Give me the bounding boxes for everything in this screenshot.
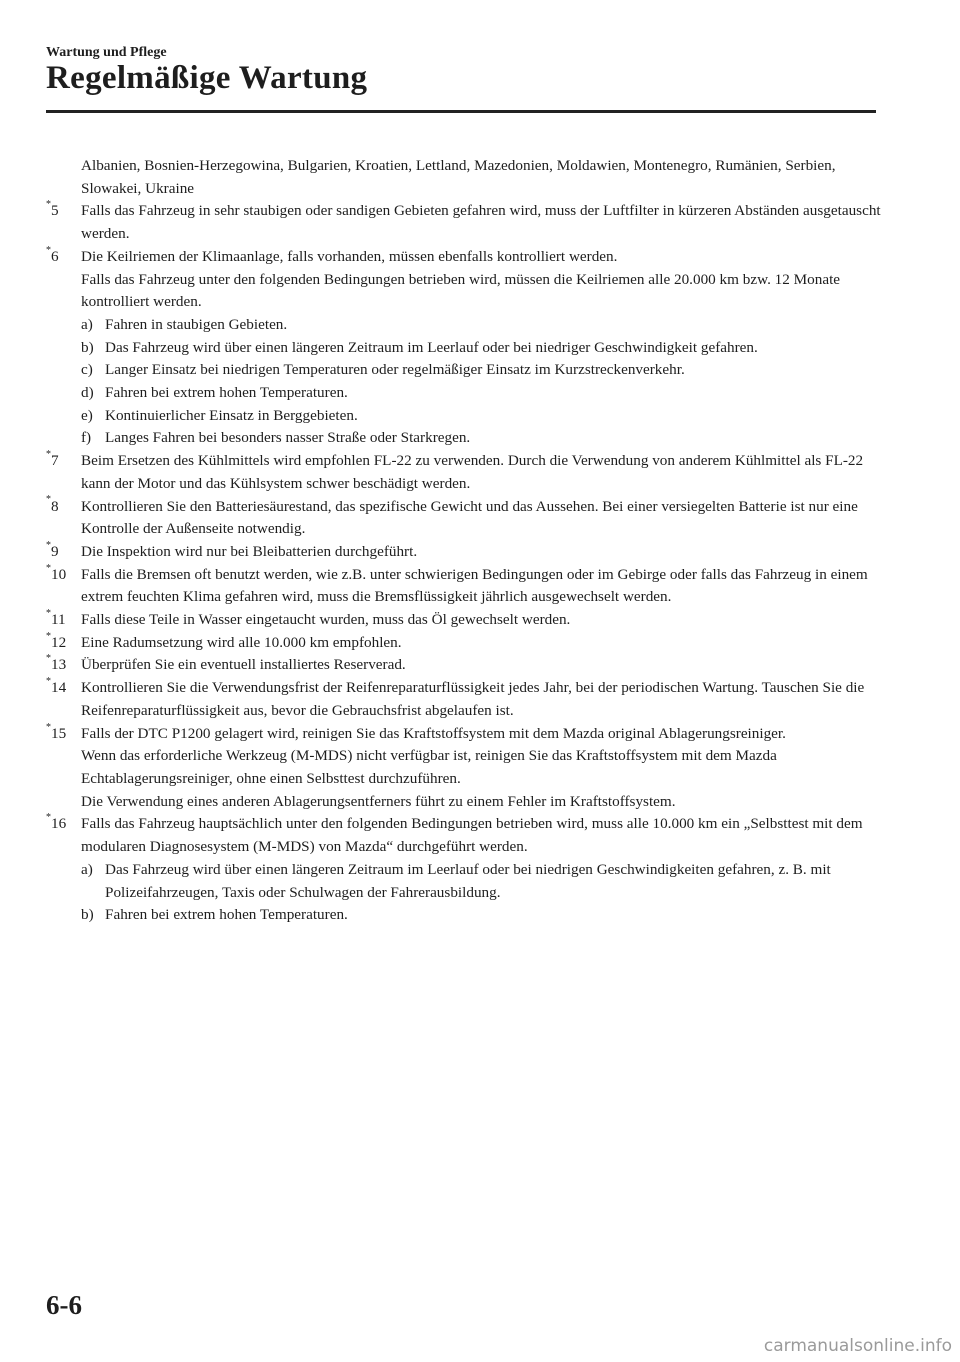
footnote-label	[46, 200, 81, 223]
footnote-number: 7	[51, 452, 59, 470]
footnote-12	[46, 632, 886, 655]
footnote-asterisk: *	[46, 539, 51, 551]
list-item-label: b)	[81, 338, 94, 356]
footnote-number: 6	[51, 247, 59, 265]
footnote-asterisk: *	[46, 653, 51, 665]
list-item-label: f)	[81, 429, 92, 447]
footnote-11	[46, 609, 886, 632]
footnote-number: 5	[51, 202, 59, 220]
footnote-13	[46, 654, 886, 677]
list-item-text: Fahren bei extrem hohen Temperaturen.	[105, 906, 348, 924]
footnote-number: 14	[51, 679, 67, 697]
footnote-asterisk: *	[46, 199, 51, 211]
footnote-label	[46, 564, 81, 587]
footnote-text: Die Verwendung eines anderen Ablagerungsentferners führt zu einem Fehler im Kraftstoffsystem.	[81, 792, 676, 810]
footnote-number: 13	[51, 656, 67, 674]
list-item-text: Langer Einsatz bei niedrigen Temperaturen oder regelmäßiger Einsatz im Kurzstreckenverkehr.	[105, 361, 685, 379]
list-item-text: Das Fahrzeug wird über einen längeren Zeitraum im Leerlauf oder bei niedrigen Geschwindigkeiten gefahren, z. B. mit Polizeifahrzeugen, Taxis oder Schulwagen der Fahrerausbildung.	[105, 860, 831, 901]
footnote-asterisk: *	[46, 244, 51, 256]
footnote-asterisk: *	[46, 608, 51, 619]
footnote-text: Kontrollieren Sie den Batteriesäurestand, das spezifische Gewicht und das Aussehen. Bei einer versiegelten Batterie ist nur eine Kontrolle der Außenseite notwendig.	[81, 497, 858, 538]
footnote-text: Überprüfen Sie ein eventuell installiertes Reserverad.	[81, 656, 406, 674]
list-item-text: Langes Fahren bei besonders nasser Straße oder Starkregen.	[105, 429, 471, 447]
footnote-text: Die Keilriemen der Klimaanlage, falls vorhanden, müssen ebenfalls kontrolliert werden.	[81, 247, 618, 265]
footnote-16	[46, 813, 886, 927]
list-item-label: c)	[81, 361, 93, 379]
list-item-label: d)	[81, 384, 94, 402]
footnote-label	[46, 723, 81, 746]
list-item	[46, 904, 886, 927]
list-item	[46, 359, 886, 382]
list-item	[46, 405, 886, 428]
footnote-label	[46, 246, 81, 269]
list-item	[46, 427, 886, 450]
list-item	[46, 859, 886, 904]
list-item-text: Fahren bei extrem hohen Temperaturen.	[105, 384, 348, 402]
footnote-5	[46, 200, 886, 245]
footnote-asterisk: *	[46, 449, 51, 461]
footnote-label	[46, 541, 81, 564]
footnote-label	[46, 654, 81, 677]
footnote-text: Falls die Bremsen oft benutzt werden, wie z.B. unter schwierigen Bedingungen oder im Gebirge oder falls das Fahrzeug in einem extrem feuchten Klima gefahren wird, muss die Bremsflüssigkeit jährlich ausgewechselt werden.	[81, 565, 868, 606]
footnote-label	[46, 496, 81, 519]
list-item-label: e)	[81, 406, 93, 424]
footnote-label	[46, 450, 81, 473]
title-rule	[46, 110, 876, 113]
list-item	[46, 314, 886, 337]
list-item-label: a)	[81, 315, 93, 333]
footnote-text: Die Inspektion wird nur bei Bleibatterien durchgeführt.	[81, 542, 418, 560]
footnote-asterisk: *	[46, 721, 51, 733]
footnote-text: Beim Ersetzen des Kühlmittels wird empfohlen FL-22 zu verwenden. Durch die Verwendung von anderem Kühlmittel als FL-22 kann der Motor und das Kühlsystem schwer beschädigt werden.	[81, 452, 864, 492]
list-item	[46, 382, 886, 405]
footnote-number: 11	[51, 611, 66, 629]
footnote-8	[46, 496, 886, 541]
page-title: Regelmäßige Wartung	[46, 60, 368, 96]
footnote-6	[46, 246, 886, 450]
footnote-asterisk: *	[46, 630, 51, 642]
footnote-list	[46, 200, 886, 927]
footnote-asterisk: *	[46, 494, 51, 506]
footnote-10	[46, 564, 886, 609]
footnote-label	[46, 813, 81, 836]
footnote-asterisk: *	[46, 812, 51, 824]
footnote-number: 15	[51, 724, 67, 742]
footnote-asterisk: *	[46, 676, 51, 688]
list-item-text: Kontinuierlicher Einsatz in Berggebieten.	[105, 406, 358, 424]
content	[46, 155, 886, 927]
footnote-label	[46, 632, 81, 655]
footnote-number: 12	[51, 633, 67, 651]
footnote-text: Falls das Fahrzeug unter den folgenden Bedingungen betrieben wird, müssen die Keilriemen alle 20.000 km bzw. 12 Monate kontrolliert werden.	[81, 270, 841, 311]
footnote-number: 16	[51, 815, 67, 833]
footnote-9	[46, 541, 886, 564]
watermark: carmanualsonline.info	[763, 1336, 952, 1356]
footnote-number: 10	[51, 565, 67, 583]
intro-paragraph: Albanien, Bosnien-Herzegowina, Bulgarien, Kroatien, Lettland, Mazedonien, Moldawien, Montenegro, Rumänien, Serbien, Slowakei, Ukraine	[81, 157, 836, 197]
footnote-label	[46, 677, 81, 700]
footnote-text: Falls das Fahrzeug hauptsächlich unter den folgenden Bedingungen betrieben wird, muss alle 10.000 km ein „Selbsttest mit dem modularen Diagnosesystem (M-MDS) von Mazda“ durchgeführt werden.	[81, 815, 863, 856]
list-item-label: a)	[81, 860, 93, 878]
footnote-text: Falls das Fahrzeug in sehr staubigen oder sandigen Gebieten gefahren wird, muss der Luftfilter in kürzeren Abständen ausgetauscht werden.	[81, 202, 881, 243]
section-label: Wartung und Pflege	[46, 45, 167, 60]
footnote-text: Kontrollieren Sie die Verwendungsfrist der Reifenreparaturflüssigkeit jedes Jahr, bei der periodischen Wartung. Tauschen Sie die Reifenreparaturflüssigkeit aus, bevor die Gebrauchsfrist abgelaufen ist.	[81, 679, 865, 719]
footnote-7	[46, 450, 886, 495]
footnote-text: Wenn das erforderliche Werkzeug (M-MDS) nicht verfügbar ist, reinigen Sie das Kraftstoffsystem mit dem Mazda Echtablagerungsreiniger, ohne einen Selbsttest durchzuführen.	[81, 747, 777, 787]
list-item-text: Das Fahrzeug wird über einen längeren Zeitraum im Leerlauf oder bei niedriger Geschwindigkeit gefahren.	[105, 338, 758, 356]
list-item-text: Fahren in staubigen Gebieten.	[105, 315, 288, 333]
footnote-number: 8	[51, 497, 59, 515]
list-item	[46, 337, 886, 360]
footnote-number: 9	[51, 542, 59, 560]
footnote-label	[46, 609, 81, 632]
footnote-text: Eine Radumsetzung wird alle 10.000 km empfohlen.	[81, 633, 402, 651]
list-item-label: b)	[81, 906, 94, 924]
page-number: 6-6	[46, 1290, 82, 1320]
intro-block	[46, 155, 886, 200]
footnote-asterisk: *	[46, 562, 51, 574]
footnote-15	[46, 723, 886, 814]
footnote-text: Falls der DTC P1200 gelagert wird, reinigen Sie das Kraftstoffsystem mit dem Mazda original Ablagerungsreiniger.	[81, 724, 786, 742]
footnote-14	[46, 677, 886, 722]
footnote-text: Falls diese Teile in Wasser eingetaucht wurden, muss das Öl gewechselt werden.	[81, 611, 571, 629]
